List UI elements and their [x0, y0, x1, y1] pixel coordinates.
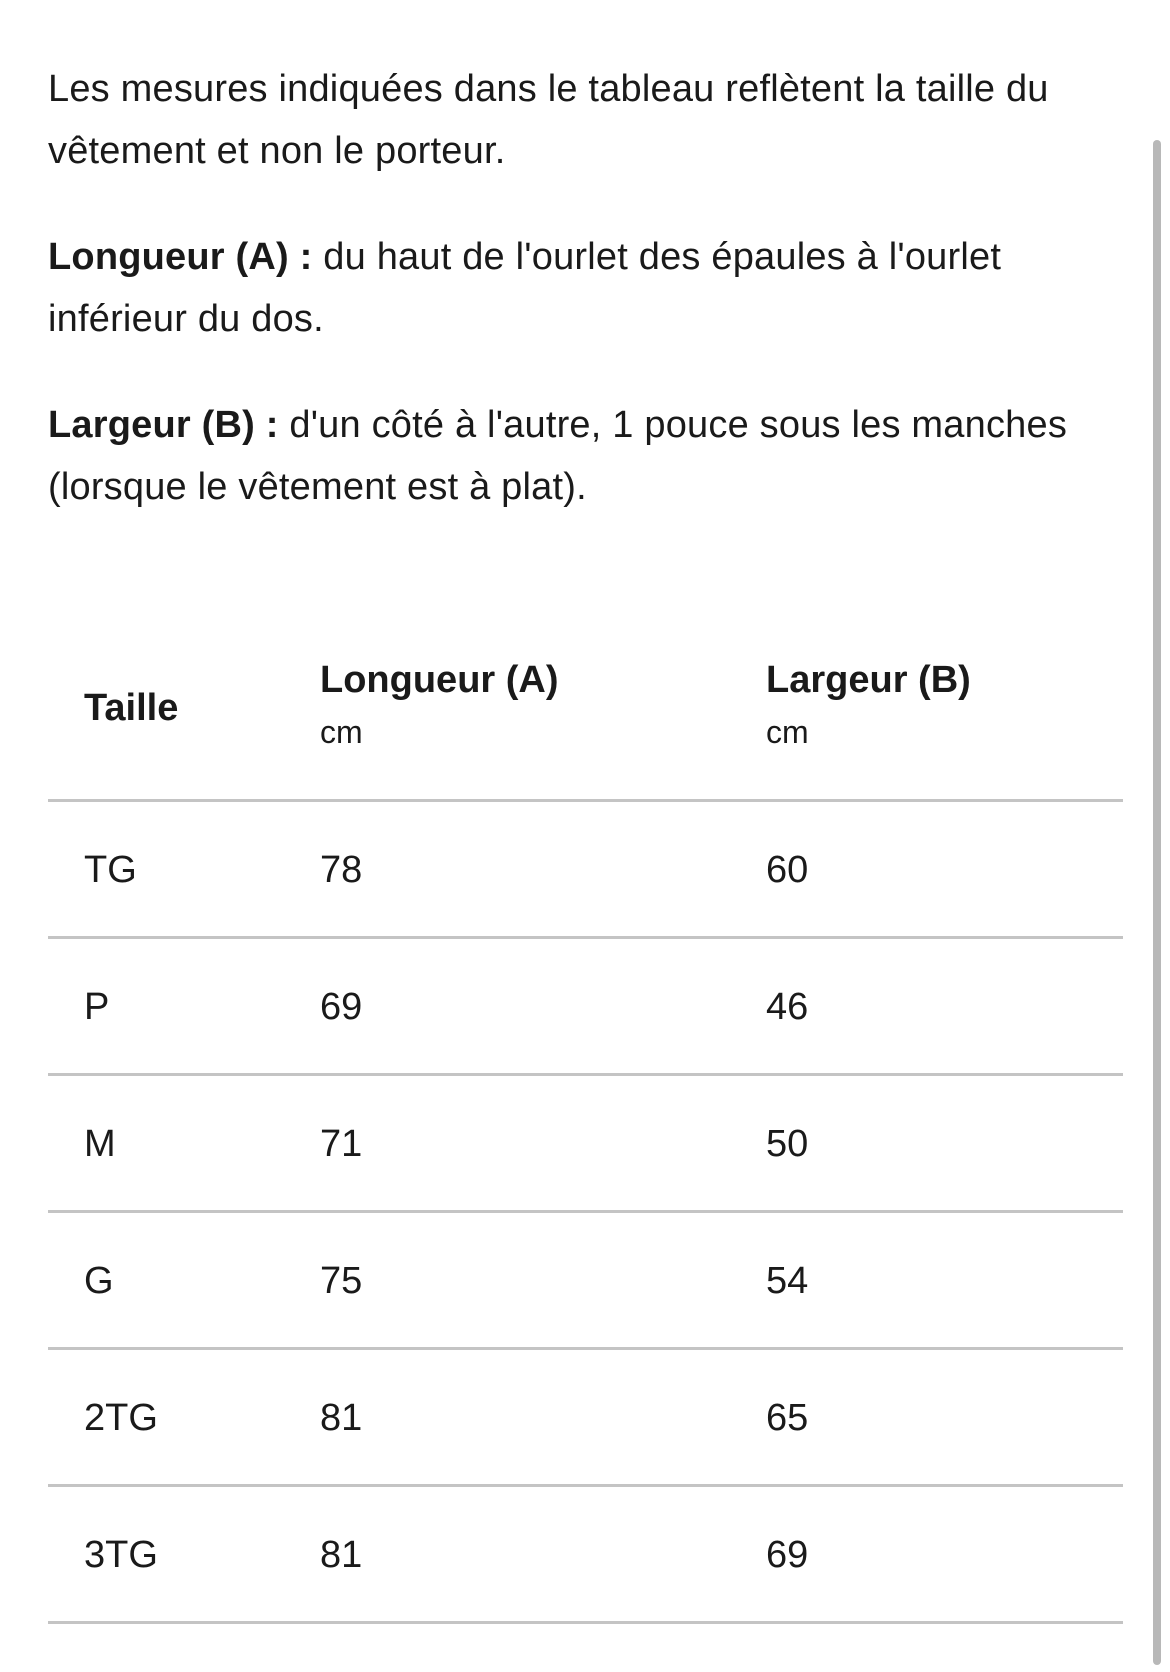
cell-length: 71: [320, 1123, 363, 1165]
cell-width: 65: [766, 1397, 809, 1439]
definition-length-text: du haut de l'ourlet des épaules à l'ourlet inférieur du dos.: [48, 236, 1002, 340]
cell-width: 54: [766, 1260, 809, 1302]
table-row: [48, 802, 1123, 939]
cell-size: TG: [84, 849, 137, 891]
header-length-unit: cm: [320, 714, 363, 750]
cell-length: 69: [320, 986, 363, 1028]
cell-size: 3TG: [84, 1534, 158, 1576]
cell-length: 78: [320, 849, 363, 891]
header-width-unit: cm: [766, 714, 809, 750]
definition-width-term: Largeur (B) :: [48, 404, 279, 446]
cell-length: 81: [320, 1397, 363, 1439]
definition-width: [48, 394, 1123, 518]
table-row: [48, 1350, 1123, 1487]
cell-size: 2TG: [84, 1397, 158, 1439]
cell-width: 60: [766, 849, 809, 891]
cell-width: 50: [766, 1123, 809, 1165]
header-length: [320, 659, 559, 751]
table-row: [48, 1487, 1123, 1624]
vertical-scrollbar[interactable]: [1153, 140, 1161, 1665]
table-row: [48, 939, 1123, 1076]
definition-length: [48, 226, 1123, 350]
header-length-label: Longueur (A): [320, 659, 559, 701]
cell-width: 46: [766, 986, 809, 1028]
header-width: [766, 659, 971, 751]
definition-length-term: Longueur (A) :: [48, 236, 313, 278]
header-size: Taille: [84, 687, 179, 729]
cell-width: 69: [766, 1534, 809, 1576]
size-table: [48, 635, 1123, 1624]
header-width-label: Largeur (B): [766, 659, 971, 701]
size-guide-text: [48, 58, 1123, 562]
table-row: [48, 1076, 1123, 1213]
cell-length: 81: [320, 1534, 363, 1576]
cell-size: P: [84, 986, 110, 1028]
table-row: [48, 1213, 1123, 1350]
intro-paragraph: Les mesures indiquées dans le tableau reflètent la taille du vêtement et non le porteur.: [48, 68, 1049, 172]
cell-length: 75: [320, 1260, 363, 1302]
cell-size: M: [84, 1123, 116, 1165]
cell-size: G: [84, 1260, 114, 1302]
definition-width-text: d'un côté à l'autre, 1 pouce sous les manches (lorsque le vêtement est à plat).: [48, 404, 1068, 508]
table-header: [48, 635, 1123, 802]
